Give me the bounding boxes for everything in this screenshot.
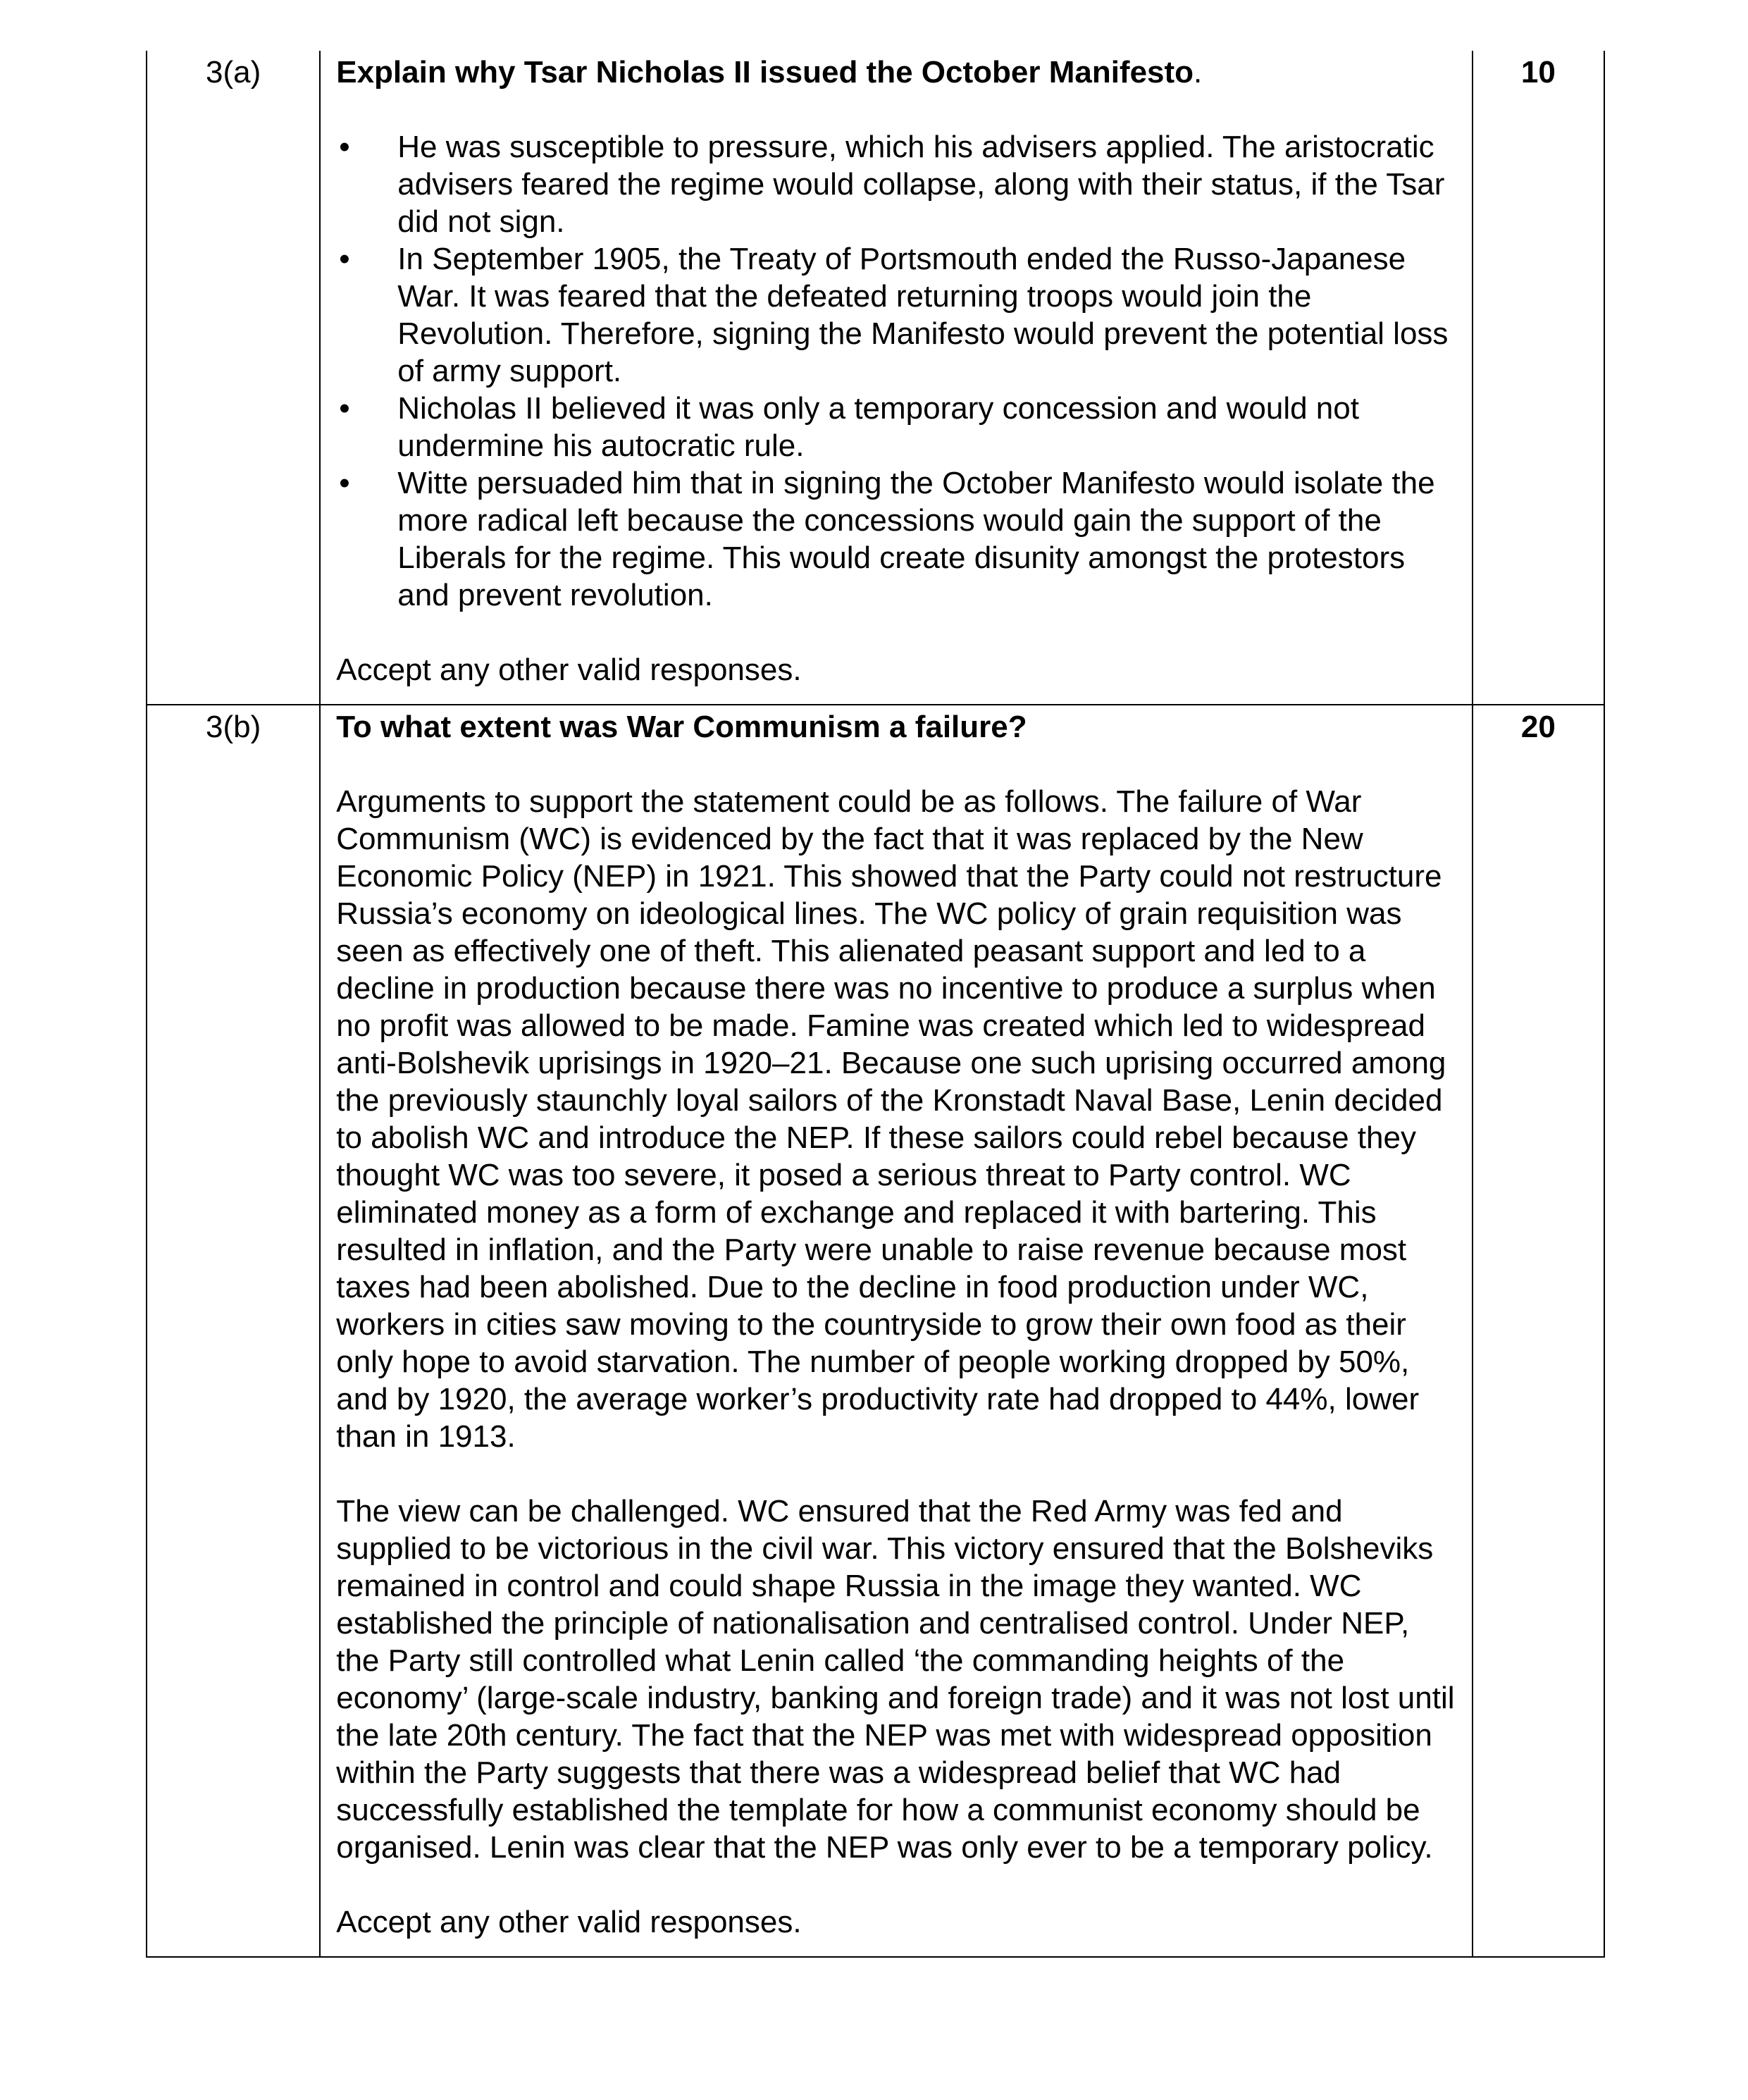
marks-value: 10 bbox=[1473, 51, 1604, 705]
answer-paragraph: Arguments to support the statement could be as follows. The failure of War Communism (WC) is evidenced by the fact that it was replaced by the New Economic Policy (NEP) in 1921. This showed that the Party could not restructure Russia’s economy on ideological lines. The WC policy of grain requisition was seen as effectively one of theft. This alienated peasant support and led to a decline in production because there was no incentive to produce a surplus when no profit was allowed to be made. Famine was created which led to widespread anti-Bolshevik uprisings in 1920–21. Because one such uprising occurred among the previously staunchly loyal sailors of the Kronstadt Naval Base, Lenin decided to abolish WC and introduce the NEP. If these sailors could rebel because they thought WC was too severe, it posed a serious threat to Party control. WC eliminated money as a form of exchange and replaced it with bartering. This resulted in inflation, and the Party were unable to raise revenue because most taxes had been abolished. Due to the decline in food production under WC, workers in cities saw moving to the countryside to grow their own food as their only hope to avoid starvation. The number of people working dropped by 50%, and by 1920, the average worker’s productivity rate had dropped to 44%, lower than in 1913. bbox=[336, 784, 1446, 1454]
answer-cell bbox=[320, 705, 1473, 1957]
answer-cell bbox=[320, 51, 1473, 705]
question-row-3a bbox=[147, 51, 1604, 705]
answer-bullet-list bbox=[336, 128, 1456, 614]
marks-value: 20 bbox=[1473, 705, 1604, 1957]
bullet-text: Witte persuaded him that in signing the October Manifesto would isolate the more radical left because the concessions would gain the support of the Liberals for the regime. This would create disunity amongst the protestors and prevent revolution. bbox=[397, 466, 1435, 612]
bullet-text: In September 1905, the Treaty of Portsmouth ended the Russo-Japanese War. It was feared that the defeated returning troops would join the Revolution. Therefore, signing the Manifesto would prevent the potential loss of army support. bbox=[397, 242, 1449, 388]
question-text bbox=[336, 54, 1456, 91]
bullet-icon: • bbox=[339, 391, 350, 426]
list-item bbox=[336, 390, 1456, 464]
list-item bbox=[336, 240, 1456, 390]
question-number: 3(b) bbox=[147, 705, 320, 1957]
mark-scheme-table bbox=[146, 51, 1605, 1958]
question-period: . bbox=[1194, 55, 1203, 89]
bullet-icon: • bbox=[339, 466, 350, 500]
question-text: To what extent was War Communism a failure? bbox=[336, 710, 1027, 744]
bullet-text: Nicholas II believed it was only a temporary concession and would not undermine his autocratic rule. bbox=[397, 391, 1359, 463]
bullet-icon: • bbox=[339, 242, 350, 276]
accept-note: Accept any other valid responses. bbox=[336, 1905, 802, 1939]
list-item bbox=[336, 128, 1456, 240]
bullet-text: He was susceptible to pressure, which his advisers applied. The aristocratic advisers feared the regime would collapse, along with their status, if the Tsar did not sign. bbox=[397, 130, 1445, 239]
answer-paragraph: The view can be challenged. WC ensured that the Red Army was fed and supplied to be victorious in the civil war. This victory ensured that the Bolsheviks remained in control and could shape Russia in the image they wanted. WC established the principle of nationalisation and centralised control. Under NEP, the Party still controlled what Lenin called ‘the commanding heights of the economy’ (large-scale industry, banking and foreign trade) and it was not lost until the late 20th century. The fact that the NEP was met with widespread opposition within the Party suggests that there was a widespread belief that WC had successfully established the template for how a communist economy should be organised. Lenin was clear that the NEP was only ever to be a temporary policy. bbox=[336, 1494, 1455, 1865]
question-title: Explain why Tsar Nicholas II issued the October Manifesto bbox=[336, 55, 1194, 89]
list-item bbox=[336, 464, 1456, 614]
question-number: 3(a) bbox=[147, 51, 320, 705]
bullet-icon: • bbox=[339, 130, 350, 164]
question-row-3b bbox=[147, 705, 1604, 1957]
accept-note: Accept any other valid responses. bbox=[336, 653, 802, 687]
